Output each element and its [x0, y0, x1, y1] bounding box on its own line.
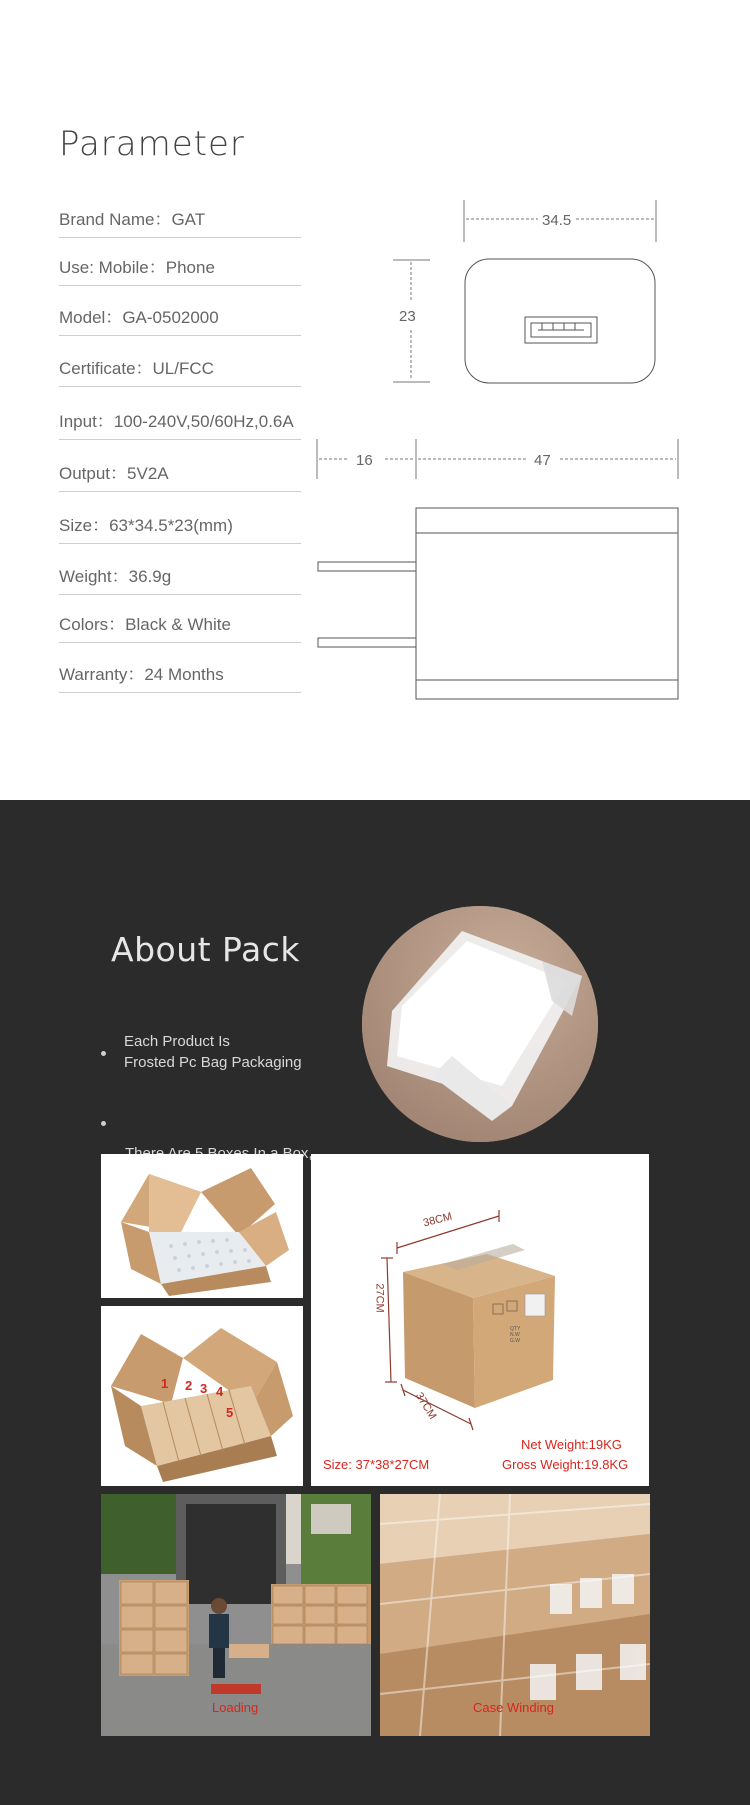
param-value: GAT	[171, 210, 206, 229]
param-row-size	[59, 509, 301, 544]
numbered-boxes-photo	[101, 1306, 303, 1486]
open-box-image	[101, 1154, 303, 1298]
pack-bullet-1	[124, 1031, 302, 1073]
carton-photo	[311, 1154, 649, 1486]
dim-prong-label: 16	[356, 452, 373, 469]
param-label: Output：	[59, 464, 128, 483]
about-pack-title: About Pack	[111, 930, 300, 969]
param-value: 36.9g	[128, 567, 172, 586]
carton-label-line: N.W	[510, 1332, 520, 1338]
param-label: Size：	[59, 516, 110, 535]
param-row-brand	[59, 203, 301, 238]
param-value: 24 Months	[144, 665, 224, 684]
carton-dim-27: 27CM	[373, 1283, 386, 1313]
carton-label-line: G.W	[510, 1338, 520, 1344]
loading-photo	[101, 1494, 371, 1736]
box-number: 4	[216, 1384, 224, 1399]
param-label: Certificate：	[59, 359, 153, 378]
param-label: Input：	[59, 412, 114, 431]
param-label: Use: Mobile：	[59, 258, 166, 277]
param-label: Model：	[59, 308, 123, 327]
bullet-dot-icon	[101, 1051, 106, 1056]
param-value: 5V2A	[127, 464, 169, 483]
box-number: 3	[200, 1381, 208, 1396]
carton-dim-38: 38CM	[421, 1210, 454, 1230]
param-value: UL/FCC	[152, 359, 214, 378]
dim-body-label: 47	[534, 452, 551, 469]
bullet-dot-icon	[101, 1121, 106, 1126]
param-row-output	[59, 457, 301, 492]
dim-height-label: 23	[399, 308, 416, 325]
loading-caption: Loading	[212, 1700, 259, 1715]
open-box-photo	[101, 1154, 303, 1298]
carton-label	[510, 1326, 520, 1344]
parameter-section	[0, 0, 750, 800]
parameter-title: Parameter	[59, 124, 245, 164]
param-row-use	[59, 251, 301, 286]
frosted-bag-image	[362, 906, 598, 1142]
carton-label-line: QTY	[510, 1326, 521, 1332]
param-label: Weight：	[59, 567, 129, 586]
param-row-warranty	[59, 658, 301, 693]
param-value: GA-0502000	[122, 308, 219, 327]
param-value: Phone	[165, 258, 215, 277]
param-value: 100-240V,50/60Hz,0.6A	[113, 412, 294, 431]
param-value: Black & White	[125, 615, 231, 634]
box-number: 2	[185, 1378, 193, 1393]
box-number: 5	[226, 1405, 234, 1420]
param-label: Warranty：	[59, 665, 145, 684]
numbered-boxes-image	[101, 1306, 303, 1486]
carton-gross-weight: Gross Weight:19.8KG	[502, 1457, 629, 1472]
param-label: Colors：	[59, 615, 126, 634]
carton-dim-37: 37CM	[412, 1390, 439, 1422]
bullet-line: Frosted Pc Bag Packaging	[124, 1054, 302, 1071]
box-number: 1	[161, 1376, 169, 1391]
param-row-certificate	[59, 352, 301, 387]
param-row-model	[59, 301, 301, 336]
carton-net-weight: Net Weight:19KG	[521, 1437, 622, 1452]
bullet-line: Each Product Is	[124, 1033, 230, 1050]
param-row-input	[59, 405, 301, 440]
case-winding-caption: Case Winding	[473, 1700, 554, 1715]
carton-size: Size: 37*38*27CM	[323, 1457, 430, 1472]
param-row-colors	[59, 608, 301, 643]
param-row-weight	[59, 560, 301, 595]
param-value: 63*34.5*23(mm)	[109, 516, 233, 535]
param-label: Brand Name：	[59, 210, 172, 229]
case-winding-photo	[380, 1494, 650, 1736]
charger-drawing	[300, 190, 750, 710]
dim-width-label: 34.5	[542, 212, 572, 229]
frosted-bag-photo	[362, 906, 598, 1142]
